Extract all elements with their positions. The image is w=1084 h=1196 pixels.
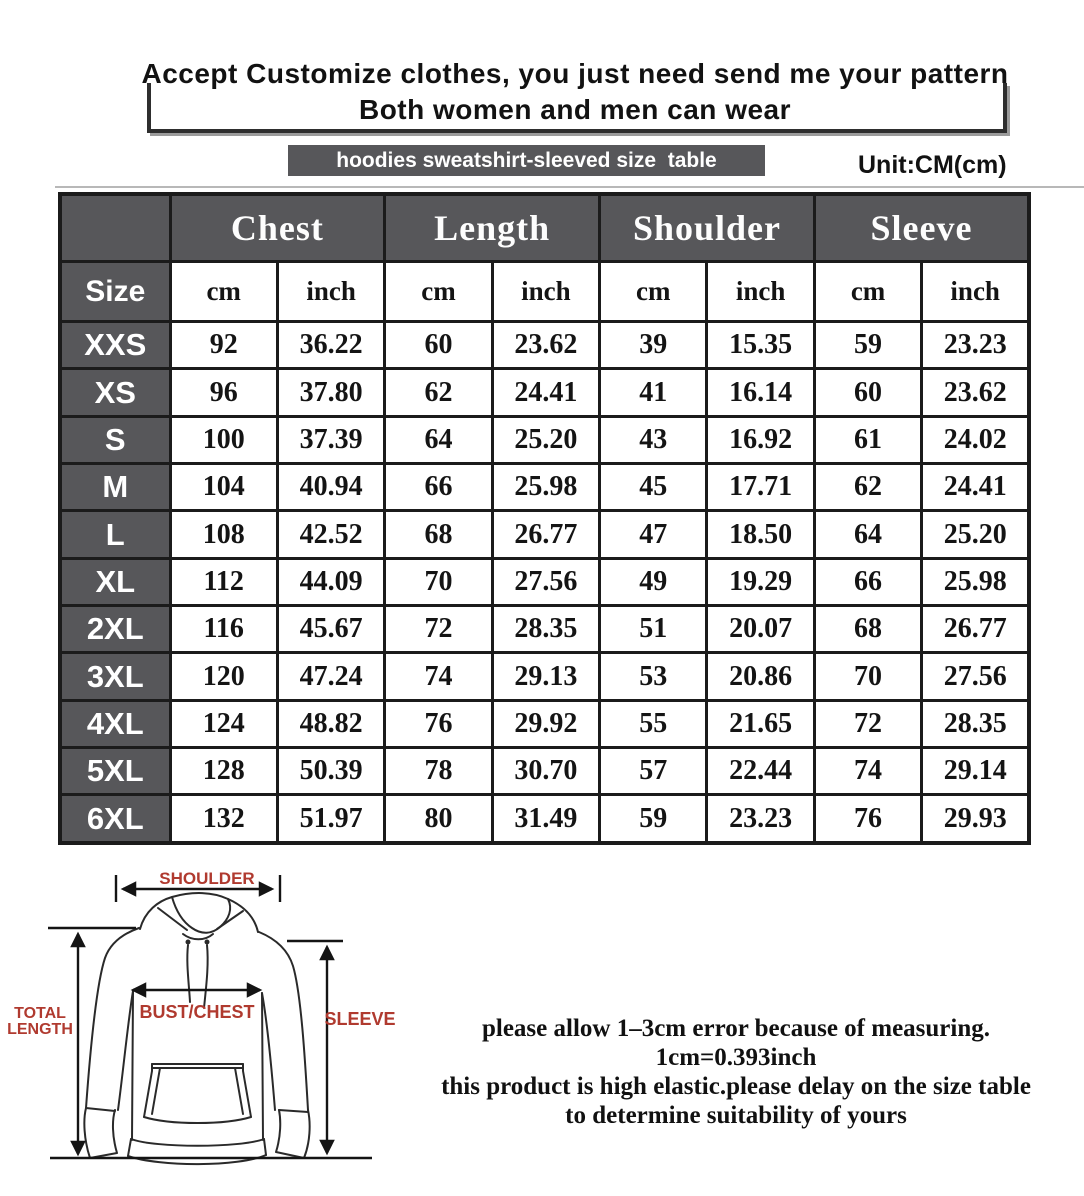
value-cell: 31.49 xyxy=(492,795,599,843)
size-label-cell: 2XL xyxy=(60,606,170,653)
value-cell: 15.35 xyxy=(707,321,814,368)
size-row xyxy=(60,606,1029,653)
value-cell: 24.02 xyxy=(922,416,1029,463)
unit-header-cell: cm xyxy=(600,262,707,322)
value-cell: 92 xyxy=(170,321,277,368)
value-cell: 23.62 xyxy=(922,369,1029,416)
value-cell: 78 xyxy=(385,748,492,795)
body-left-side xyxy=(132,991,133,1140)
group-header-length: Length xyxy=(385,194,600,262)
value-cell: 68 xyxy=(385,511,492,558)
value-cell: 18.50 xyxy=(707,511,814,558)
value-cell: 36.22 xyxy=(277,321,384,368)
left-cuff-top xyxy=(86,1108,115,1111)
left-arm-outer xyxy=(86,928,139,1108)
size-label-cell: 3XL xyxy=(60,653,170,700)
pocket-inner-diagonals xyxy=(152,1068,243,1114)
size-label-cell: XL xyxy=(60,558,170,605)
note-line-2: 1cm=0.393inch xyxy=(655,1044,817,1071)
value-cell: 55 xyxy=(600,700,707,747)
hem-top xyxy=(131,1139,264,1146)
value-cell: 26.77 xyxy=(922,606,1029,653)
diagram-labels xyxy=(7,869,395,1038)
value-cell: 100 xyxy=(170,416,277,463)
left-cuff xyxy=(84,1108,117,1158)
unit-label: Unit:CM(cm) xyxy=(858,151,1007,179)
value-cell: 108 xyxy=(170,511,277,558)
value-cell: 17.71 xyxy=(707,464,814,511)
value-cell: 60 xyxy=(814,369,921,416)
drawstring-left xyxy=(187,945,190,1002)
value-cell: 59 xyxy=(600,795,707,843)
note-line-4: to determine suitability of yours xyxy=(565,1102,907,1129)
size-row xyxy=(60,748,1029,795)
value-cell: 43 xyxy=(600,416,707,463)
value-cell: 28.35 xyxy=(922,700,1029,747)
shoulder-label: SHOULDER xyxy=(159,869,255,888)
value-cell: 40.94 xyxy=(277,464,384,511)
value-cell: 37.39 xyxy=(277,416,384,463)
value-cell: 61 xyxy=(814,416,921,463)
value-cell: 42.52 xyxy=(277,511,384,558)
value-cell: 53 xyxy=(600,653,707,700)
value-cell: 116 xyxy=(170,606,277,653)
value-cell: 66 xyxy=(814,558,921,605)
group-header-row xyxy=(60,194,1029,262)
value-cell: 44.09 xyxy=(277,558,384,605)
drawstring-eyelet-right xyxy=(205,940,210,945)
size-row xyxy=(60,464,1029,511)
total-length-label-line1: TOTAL xyxy=(14,1005,66,1022)
value-cell: 50.39 xyxy=(277,748,384,795)
value-cell: 62 xyxy=(814,464,921,511)
value-cell: 25.20 xyxy=(922,511,1029,558)
value-cell: 29.93 xyxy=(922,795,1029,843)
value-cell: 76 xyxy=(814,795,921,843)
value-cell: 16.14 xyxy=(707,369,814,416)
value-cell: 29.14 xyxy=(922,748,1029,795)
value-cell: 25.98 xyxy=(492,464,599,511)
value-cell: 62 xyxy=(385,369,492,416)
size-table xyxy=(58,192,1031,845)
value-cell: 25.20 xyxy=(492,416,599,463)
hem-bottom xyxy=(128,1155,266,1164)
value-cell: 26.77 xyxy=(492,511,599,558)
value-cell: 74 xyxy=(385,653,492,700)
right-arm-inner xyxy=(262,993,275,1110)
unit-header-row xyxy=(60,262,1029,322)
sleeve-label: SLEEVE xyxy=(324,1009,396,1029)
size-label-cell: S xyxy=(60,416,170,463)
size-header-cell: Size xyxy=(60,262,170,322)
value-cell: 24.41 xyxy=(922,464,1029,511)
size-label-cell: 5XL xyxy=(60,748,170,795)
bust-chest-label: BUST/CHEST xyxy=(139,1002,255,1022)
value-cell: 70 xyxy=(814,653,921,700)
value-cell: 28.35 xyxy=(492,606,599,653)
value-cell: 27.56 xyxy=(492,558,599,605)
divider-line xyxy=(55,186,1084,188)
group-header-shoulder: Shoulder xyxy=(600,194,815,262)
value-cell: 16.92 xyxy=(707,416,814,463)
table-title-bar: hoodies sweatshirt-sleeved size table xyxy=(288,145,765,176)
size-label-cell: M xyxy=(60,464,170,511)
value-cell: 120 xyxy=(170,653,277,700)
hem-left-edge xyxy=(128,1139,131,1156)
value-cell: 20.86 xyxy=(707,653,814,700)
value-cell: 29.92 xyxy=(492,700,599,747)
value-cell: 21.65 xyxy=(707,700,814,747)
hood-opening xyxy=(172,897,230,933)
value-cell: 128 xyxy=(170,748,277,795)
value-cell: 49 xyxy=(600,558,707,605)
header-line-1: Accept Customize clothes, you just need send me your pattern xyxy=(141,58,1009,89)
value-cell: 68 xyxy=(814,606,921,653)
value-cell: 23.23 xyxy=(707,795,814,843)
right-cuff-top xyxy=(279,1110,308,1112)
value-cell: 104 xyxy=(170,464,277,511)
value-cell: 45.67 xyxy=(277,606,384,653)
size-label-cell: 4XL xyxy=(60,700,170,747)
value-cell: 64 xyxy=(814,511,921,558)
value-cell: 70 xyxy=(385,558,492,605)
size-row xyxy=(60,369,1029,416)
value-cell: 45 xyxy=(600,464,707,511)
value-cell: 66 xyxy=(385,464,492,511)
size-row xyxy=(60,653,1029,700)
value-cell: 72 xyxy=(814,700,921,747)
size-row xyxy=(60,795,1029,843)
total-length-label-line2: LENGTH xyxy=(7,1021,73,1038)
group-header-sleeve: Sleeve xyxy=(814,194,1029,262)
right-cuff xyxy=(276,1110,310,1158)
size-row xyxy=(60,700,1029,747)
value-cell: 51.97 xyxy=(277,795,384,843)
value-cell: 19.29 xyxy=(707,558,814,605)
value-cell: 41 xyxy=(600,369,707,416)
size-row xyxy=(60,416,1029,463)
value-cell: 23.62 xyxy=(492,321,599,368)
unit-header-cell: inch xyxy=(492,262,599,322)
value-cell: 37.80 xyxy=(277,369,384,416)
unit-header-cell: inch xyxy=(707,262,814,322)
size-table-body xyxy=(60,321,1029,843)
value-cell: 57 xyxy=(600,748,707,795)
notes-block xyxy=(400,1014,1072,1130)
note-line-1: please allow 1–3cm error because of measuring. xyxy=(481,1015,991,1042)
size-row xyxy=(60,511,1029,558)
value-cell: 80 xyxy=(385,795,492,843)
unit-header-cell: cm xyxy=(814,262,921,322)
value-cell: 29.13 xyxy=(492,653,599,700)
value-cell: 39 xyxy=(600,321,707,368)
drawstring-right xyxy=(204,945,208,1008)
value-cell: 96 xyxy=(170,369,277,416)
size-row xyxy=(60,558,1029,605)
value-cell: 59 xyxy=(814,321,921,368)
unit-header-cell: cm xyxy=(170,262,277,322)
value-cell: 30.70 xyxy=(492,748,599,795)
pocket-top xyxy=(152,1064,243,1068)
drawstring-eyelet-left xyxy=(186,940,191,945)
value-cell: 132 xyxy=(170,795,277,843)
value-cell: 27.56 xyxy=(922,653,1029,700)
hoodie-measurement-diagram xyxy=(0,858,430,1190)
value-cell: 48.82 xyxy=(277,700,384,747)
left-arm-inner xyxy=(118,991,133,1110)
unit-header-cell: inch xyxy=(277,262,384,322)
value-cell: 47.24 xyxy=(277,653,384,700)
value-cell: 60 xyxy=(385,321,492,368)
value-cell: 74 xyxy=(814,748,921,795)
value-cell: 72 xyxy=(385,606,492,653)
body-right-side xyxy=(262,993,263,1140)
value-cell: 112 xyxy=(170,558,277,605)
value-cell: 20.07 xyxy=(707,606,814,653)
neckline xyxy=(183,934,213,939)
value-cell: 64 xyxy=(385,416,492,463)
pocket-bottom xyxy=(144,1117,251,1123)
unit-header-cell: cm xyxy=(385,262,492,322)
corner-cell xyxy=(60,194,170,262)
value-cell: 23.23 xyxy=(922,321,1029,368)
size-label-cell: L xyxy=(60,511,170,558)
value-cell: 124 xyxy=(170,700,277,747)
value-cell: 51 xyxy=(600,606,707,653)
unit-header-cell: inch xyxy=(922,262,1029,322)
size-row xyxy=(60,321,1029,368)
value-cell: 47 xyxy=(600,511,707,558)
note-line-3: this product is high elastic.please delay on the size table xyxy=(441,1073,1031,1100)
value-cell: 22.44 xyxy=(707,748,814,795)
size-table-head xyxy=(60,194,1029,321)
value-cell: 25.98 xyxy=(922,558,1029,605)
group-header-chest: Chest xyxy=(170,194,385,262)
value-cell: 24.41 xyxy=(492,369,599,416)
header-line-2: Both women and men can wear xyxy=(358,94,792,125)
hem-right-edge xyxy=(264,1139,266,1155)
hoodie-drawing xyxy=(84,893,309,1164)
size-label-cell: 6XL xyxy=(60,795,170,843)
value-cell: 76 xyxy=(385,700,492,747)
size-label-cell: XXS xyxy=(60,321,170,368)
size-label-cell: XS xyxy=(60,369,170,416)
